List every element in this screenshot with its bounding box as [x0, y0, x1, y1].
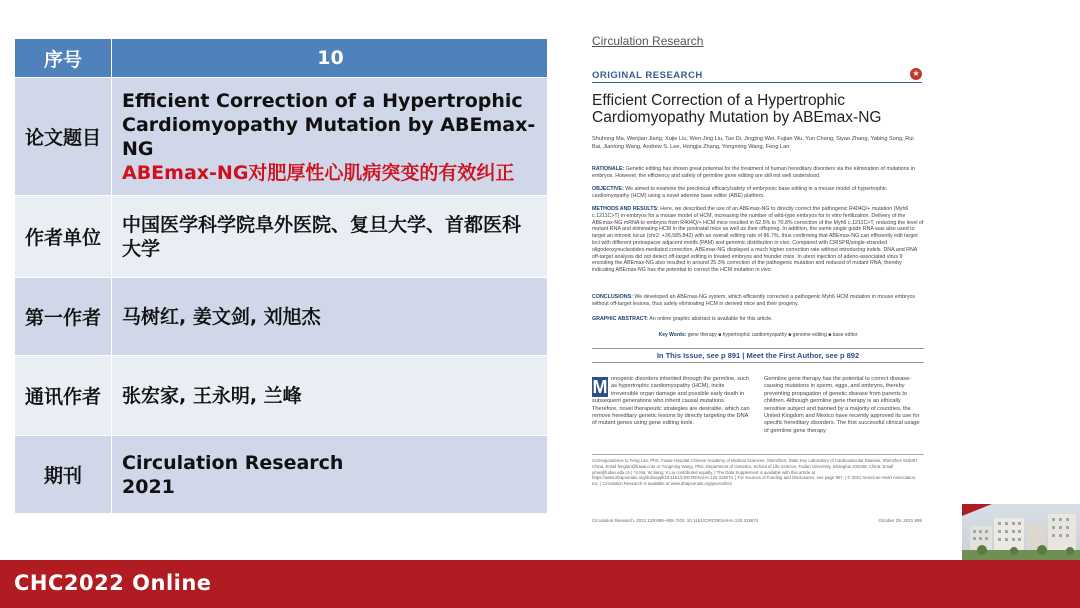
abstract-methods: [592, 206, 924, 274]
abstract-conclusions: [592, 294, 924, 308]
objective-text: We aimed to examine the preclinical efficacy/safety of embryonic base editing in a mouse model of hypertrophic cardiomyopathy (HCM) using a novel adenine base editor (ABE) platform.: [592, 186, 887, 199]
body-column-1: [592, 376, 752, 428]
issue-line: In This Issue, see p 891 | Meet the First Author, see p 892: [592, 348, 924, 363]
table-header-row: [15, 39, 548, 78]
body-column-2: Germline gene therapy has the potential to correct disease-causing mutations in sperm, eggs, and embryos, thereby preventing propagation of genetic disease from parents to children. Although germline gene therapy is an ethically sensitive subject and banned by a majority of countries, the United Kingdom and Mexico have recently approved its use for specific hereditary disorders. The first successful clinical usage of germline gene therapy: [764, 376, 920, 434]
conclusions-text: We developed an ABEmax-NG system, which efficiently corrected a pathogenic Myh6 HCM mutation in mouse embryos without off-target lesions, thus safely eliminating HCM in derived mice and their progeny.: [592, 294, 916, 307]
affiliation-label: 作者单位: [15, 196, 112, 278]
journal-value: [112, 436, 548, 514]
title-row: [15, 78, 548, 196]
serial-value: 10: [112, 39, 548, 78]
serial-label: 序号: [15, 39, 112, 78]
corresponding-label: 通讯作者: [15, 356, 112, 436]
paper-title: Efficient Correction of a Hypertrophic Cardiomyopathy Mutation by ABEmax-NG: [592, 92, 882, 126]
paper-footnotes: Correspondence to Feng Lan, PhD, Fuwai Hospital Chinese Academy of Medical Sciences, Shenzhen, State Key Laboratory of Cardiovascular Disease, Shenzhen 518057, China. Email fenglan@fuwai.com or Yongming Wang, PhD, Department of Genetics, School of Life Science, Fudan University, Shanghai 200438, China. Email ymw@fudan.edu.cn | *S.Ma, W.Jiang, X.Liu contributed equally. | The Data Supplement is available with this article at https://www.ahajournals.org/doi/suppl/10.1161/CIRCRESAHA.120.318674. | For Sources of Funding and Disclosures, see page 907. | © 2021 American Heart Association, Inc. | Circulation Research is available at www.ahajournals.org/journal/res: [592, 454, 924, 487]
graphic-label: GRAPHIC ABSTRACT:: [592, 316, 649, 322]
first-author-value: 马树红, 姜文剑, 刘旭杰: [112, 278, 548, 356]
keywords-text: gene therapy ■ hypertrophic cardiomyopathy ■ genome editing ■ base editor: [687, 332, 858, 338]
paper-authors: Shuhong Ma, Wenjian Jiang, Xujie Liu, Wen-Jing Liu, Tao Di, Jingjing Wei, Fujian Wu, Yun Chang, Siyao Zhang, Yabing Song, Rui Bai, Jianlong Wang, Andrew S. Lee, Hongjia Zhang, Yongming Wang, Feng Lan: [592, 136, 914, 150]
abstract-objective: [592, 186, 924, 200]
first-author-row: [15, 278, 548, 356]
hospital-building-photo: [962, 504, 1080, 560]
building-illustration: [962, 504, 1080, 560]
conference-brand: CHC2022 Online: [14, 571, 212, 595]
objective-label: OBJECTIVE:: [592, 186, 624, 192]
body-column-1-text: onogenic disorders inherited through the germline, such as hypertrophic cardiomyopathy (HCM), incite irreversible organ damage and possible early death in subsequent generations who inherit causal mutations. Therefore, novel therapeutic strategies are desirable, which can remove hereditary genetic lesions by directly targeting the DNA of mutant genes using gene editing tools.: [592, 376, 750, 427]
title-english: Efficient Correction of a Hypertrophic Cardiomyopathy Mutation by ABEmax-NG: [122, 89, 536, 160]
abstract-rationale: [592, 166, 924, 180]
rationale-text: Genetic editing has shown great potential for the treatment of human hereditary disorders via the elimination of mutations in embryos. However, the efficiency and safety of germline gene editing are still not well understood.: [592, 166, 915, 179]
title-label: 论文题目: [15, 78, 112, 196]
bottom-banner: [0, 560, 1080, 608]
journal-name: Circulation Research: [122, 451, 344, 474]
journal-row: [15, 436, 548, 514]
abstract-graphic: [592, 316, 924, 323]
section-divider: [592, 82, 922, 83]
methods-text: Here, we described the use of an ABEmax-NG to directly correct the pathogenic R404Q/+ mutation (Myh6 c.1211C>T) in embryos for a mouse model of HCM, increasing the number of wild-type embryos for in vitro fertilization. Delivery of the ABEmax-NG mRNA to embryos from R404Q/+ HCM mice resulted in 62.5% to 70.8% correction of the Myh6 c.1211C>T, reducing the level of mutant RNA and eliminating HCM in the postnatal mice as well as their offspring. In addition, the same single guide RNA was also used to target an intronic locus (chr2: +36,585,842) with an overall editing rate of 86.7%, thus confirming that ABEmax-NG can efficiently edit target loci with different protospacer adjacent motifs (PAM) and genomic distribution in vivo. Compared with CRISPR/single-stranded oligodeoxynucleotides-mediated correction, ABEmax-NG displayed a much higher correction rate without introducing indels. DNA and RNA off-target analysis did not detect off-target editing in treated embryos and founder mice. In utero injection of adeno-associated virus 9 encoding the ABEmax-NG also resulted in around 25.3% correction of the pathogenic mutation and reduced of mutant RNA, thereby indicating ABEmax-NG has the potential to correct the HCM mutation in vivo.: [592, 206, 924, 274]
title-chinese: ABEmax-NG对肥厚性心肌病突变的有效纠正: [122, 161, 515, 184]
methods-label: METHODS AND RESULTS:: [592, 206, 659, 212]
graphic-text: An online graphic abstract is available for this article.: [649, 316, 773, 322]
paper-footer: [592, 518, 922, 523]
journal-label: 期刊: [15, 436, 112, 514]
corresponding-row: [15, 356, 548, 436]
paper-date-page: October 29, 2021 895: [878, 518, 922, 523]
keywords-line: [592, 332, 924, 338]
drop-cap: M: [592, 377, 608, 397]
paper-section-label: ORIGINAL RESEARCH: [592, 70, 703, 81]
journal-year: 2021: [122, 475, 175, 498]
corresponding-value: 张宏家, 王永明, 兰峰: [112, 356, 548, 436]
paper-citation: Circulation Research. 2021;129:895–908. DOI: 10.1161/CIRCRESAHA.120.318674: [592, 518, 759, 523]
paper-info-table: [14, 38, 548, 514]
keywords-label: Key Words:: [658, 332, 687, 338]
affiliation-value: 中国医学科学院阜外医院、复旦大学、首都医科大学: [112, 196, 548, 278]
affiliation-row: [15, 196, 548, 278]
star-badge-icon: ★: [910, 68, 922, 80]
conclusions-label: CONCLUSIONS:: [592, 294, 633, 300]
paper-journal-name: Circulation Research: [592, 34, 704, 48]
rationale-label: RATIONALE:: [592, 166, 625, 172]
title-cell: [112, 78, 548, 196]
paper-first-page: [574, 30, 932, 530]
first-author-label: 第一作者: [15, 278, 112, 356]
